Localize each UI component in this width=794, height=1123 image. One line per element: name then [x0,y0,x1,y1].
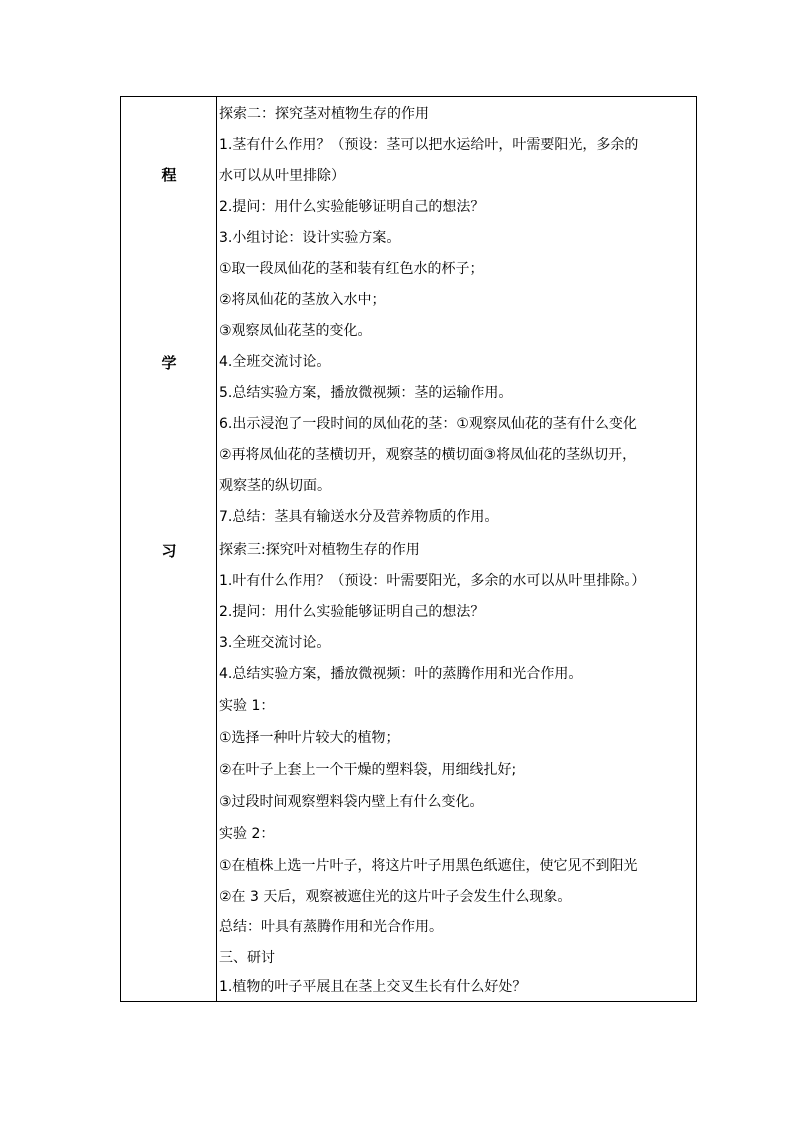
heading-explore-three: 探索三:探究叶对植物生存的作用 [219,542,420,558]
content-line: 3.小组讨论：设计实验方案。 [219,230,401,246]
content-line: ③观察凤仙花茎的变化。 [219,323,372,339]
content-line: 7.总结：茎具有输送水分及营养物质的作用。 [219,509,499,525]
content-line: 3.全班交流讨论。 [219,635,331,651]
content-line: 1.茎有什么作用？（预设：茎可以把水运给叶，叶需要阳光，多余的 [219,137,639,153]
content-line: 2.提问：用什么实验能够证明自己的想法？ [219,199,485,215]
label-cheng: 程 [161,166,177,184]
content-line: 1.植物的叶子平展且在茎上交叉生长有什么好处？ [219,979,527,995]
content-line: ①选择一种叶片较大的植物； [219,730,400,746]
content-line: ③过段时间观察塑料袋内壁上有什么变化。 [219,794,484,810]
content-line: 观察茎的纵切面。 [219,478,331,494]
label-xue: 学 [161,354,177,372]
heading-discussion: 三、研讨 [219,950,275,966]
lesson-table [120,96,697,1002]
content-line: ①在植株上选一片叶子，将这片叶子用黑色纸遮住，使它见不到阳光 [219,858,638,874]
content-line: 水可以从叶里排除） [219,168,345,184]
content-line: ②再将凤仙花的茎横切开，观察茎的横切面③将凤仙花的茎纵切开， [219,447,637,463]
experiment-two-heading: 实验 2： [219,826,275,842]
content-line: 6.出示浸泡了一段时间的凤仙花的茎：①观察凤仙花的茎有什么变化 [219,416,637,432]
content-line: 4.总结实验方案，播放微视频：叶的蒸腾作用和光合作用。 [219,666,583,682]
content-line: 4.全班交流讨论。 [219,354,331,370]
content-line: 5.总结实验方案，播放微视频：茎的运输作用。 [219,385,513,401]
content-column [217,97,696,1001]
content-line: ②在 3 天后，观察被遮住光的这片叶子会发生什么现象。 [219,889,572,905]
label-xi: 习 [161,542,177,560]
content-line: 1.叶有什么作用？（预设：叶需要阳光，多余的水可以从叶里排除。） [219,573,646,589]
content-line: ②在叶子上套上一个干燥的塑料袋，用细线扎好; [219,762,517,778]
heading-explore-two: 探索二：探究茎对植物生存的作用 [219,106,429,122]
content-line: 2.提问：用什么实验能够证明自己的想法？ [219,604,485,620]
label-column [121,97,217,1001]
content-line: ②将凤仙花的茎放入水中； [219,292,386,308]
summary-line: 总结：叶具有蒸腾作用和光合作用。 [219,919,443,935]
experiment-one-heading: 实验 1： [219,698,275,714]
content-line: ①取一段凤仙花的茎和装有红色水的杯子； [219,261,484,277]
